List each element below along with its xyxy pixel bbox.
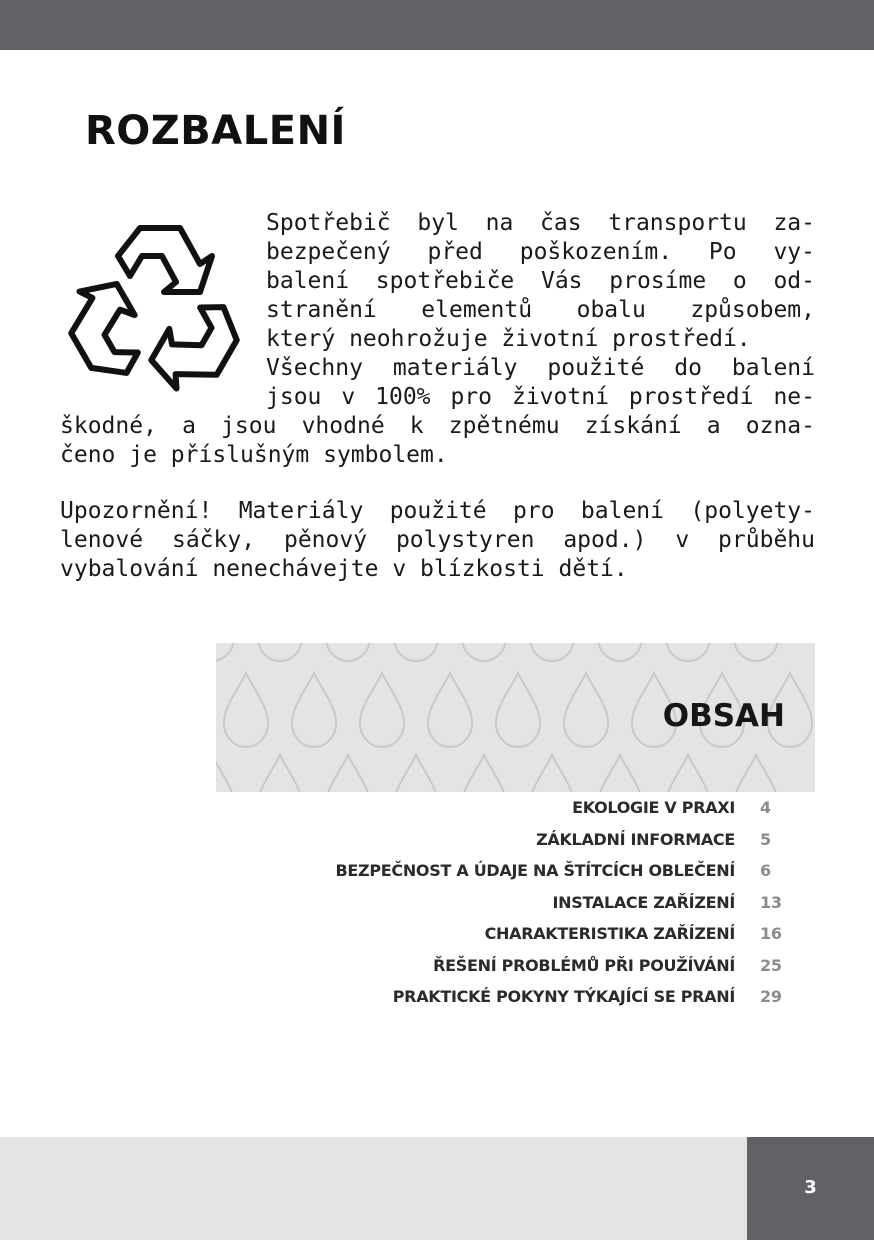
toc-entry[interactable]: [216, 982, 815, 1014]
toc-entry[interactable]: [216, 793, 815, 825]
toc-entry-label: INSTALACE ZAŘÍZENÍ: [552, 892, 735, 912]
text-line: čeno je příslušným symbolem.: [60, 442, 448, 468]
toc-entry-page: 29: [760, 987, 782, 1006]
text-line: Spotřebič byl na čas transportu za-: [266, 210, 815, 236]
toc-entry-page: 5: [760, 829, 771, 849]
toc-entry-page: 25: [760, 955, 782, 975]
toc-entry-label: ZÁKLADNÍ INFORMACE: [536, 829, 735, 849]
warning-paragraph: [60, 497, 815, 584]
text-line: Všechny materiály použité do balení: [266, 355, 815, 381]
text-line: lenové sáčky, pěnový polystyren apod.) v průběhu: [60, 527, 815, 553]
toc-entry-label: BEZPEČNOST A ÚDAJE NA ŠTÍTCÍCH OBLEČENÍ: [335, 861, 735, 880]
toc-entry-label: PRAKTICKÉ POKYNY TÝKAJÍCÍ SE PRANÍ: [392, 987, 735, 1006]
toc-entry[interactable]: [216, 856, 815, 888]
page-number-box: [747, 1137, 874, 1240]
page-number: 3: [804, 1177, 817, 1198]
text-line: vybalování nenechávejte v blízkosti dětí.: [60, 556, 628, 582]
table-of-contents: [216, 793, 815, 1014]
page-heading: ROZBALENÍ: [85, 108, 346, 154]
text-line: stranění elementů obalu způsobem,: [266, 297, 815, 323]
toc-entry-label: EKOLOGIE V PRAXI: [572, 798, 735, 817]
toc-entry-page: 4: [760, 798, 771, 817]
text-line: Upozornění! Materiály použité pro balení (polyety-: [60, 498, 815, 524]
toc-entry[interactable]: [216, 951, 815, 983]
toc-entry[interactable]: [216, 825, 815, 857]
text-line: bezpečený před poškozením. Po vy-: [266, 239, 815, 265]
toc-entry-page: 6: [760, 861, 771, 880]
toc-entry-label: CHARAKTERISTIKA ZAŘÍZENÍ: [484, 924, 735, 943]
toc-title: OBSAH: [662, 698, 785, 734]
unpacking-paragraph: [60, 209, 815, 470]
toc-entry[interactable]: [216, 888, 815, 920]
toc-entry-page: 13: [760, 892, 782, 912]
text-line: balení spotřebiče Vás prosíme o od-: [266, 268, 815, 294]
text-line: který neohrožuje životní prostředí.: [266, 326, 751, 352]
toc-banner: [216, 643, 815, 792]
top-bar: [0, 0, 874, 50]
text-line: jsou v 100% pro životní prostředí ne-: [266, 384, 815, 410]
footer-bar: [0, 1137, 747, 1240]
toc-entry-page: 16: [760, 924, 782, 943]
toc-entry[interactable]: [216, 919, 815, 951]
text-line: škodné, a jsou vhodné k zpětnému získání a ozna-: [60, 413, 815, 439]
toc-entry-label: ŘEŠENÍ PROBLÉMŮ PŘI POUŽÍVÁNÍ: [433, 955, 735, 975]
